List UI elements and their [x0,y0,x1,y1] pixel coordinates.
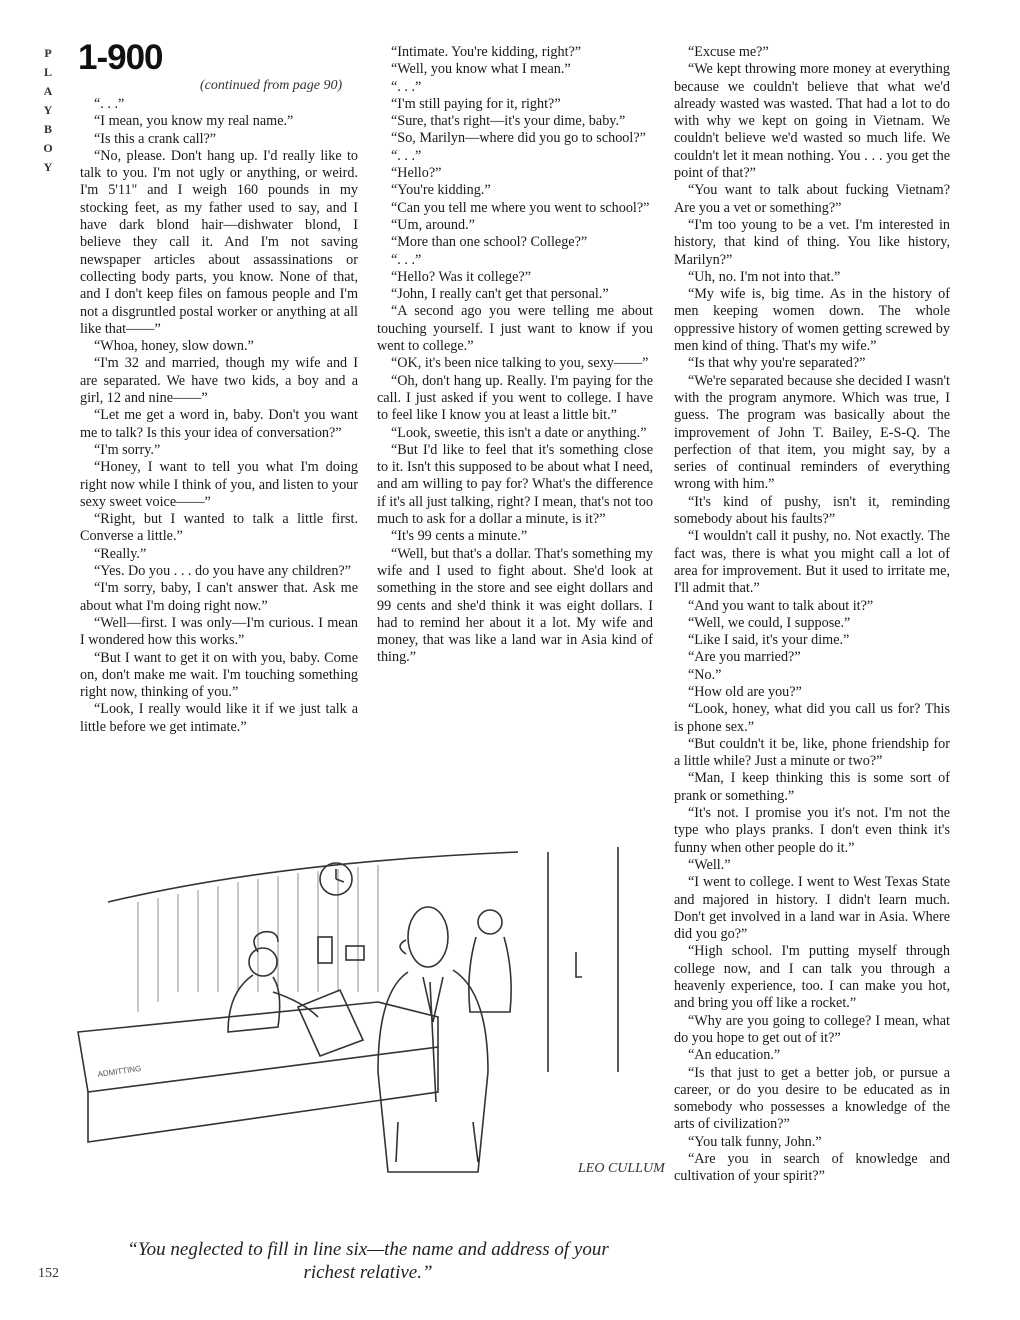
masthead [38,44,58,177]
page-number: 152 [38,1266,59,1281]
paragraph: “Really.” [94,545,147,562]
paragraph: “You talk funny, John.” [688,1133,822,1150]
article-title: 1-900 [78,38,163,77]
masthead-letter: A [43,84,53,98]
paragraph: “Well—first. I was only—I'm curious. I mean I wondered how this works.” [80,614,358,649]
paragraph: “I'm still paying for it, right?” [391,95,561,112]
paragraph: “More than one school? College?” [391,234,588,251]
paragraph: “But I want to get it on with you, baby. Come on, don't make me wait. I'm touching something right now, thinking of you.” [80,649,358,701]
paragraph: “Are you married?” [688,649,801,666]
paragraph: “Like I said, it's your dime.” [688,632,850,649]
paragraph: “Well, you know what I mean.” [391,61,571,78]
paragraph: “My wife is, big time. As in the history of men keeping women down. The whole oppressive history of women getting screwed by men kind of thing. That's my wife.” [674,286,950,355]
paragraph: “No, please. Don't hang up. I'd really like to talk to you. I'm not ugly or anything, or weird. I'm 5'11" and I weigh 160 pounds in my stocking feet, as my father used to say, and I have dark blond hair—dishwater blond, I believe they call it. And I'm not saving newspaper articles about assassinations or collecting body parts, you know. None of that, and I don't keep files on famous people and I'm not a disgruntled postal worker or anything at all like that——” [80,147,358,337]
paragraph: “Uh, no. I'm not into that.” [688,268,841,285]
paragraph: “Hello?” [391,165,442,182]
paragraph: “I'm sorry, baby, I can't answer that. Ask me about what I'm doing right now.” [80,580,358,614]
paragraph: “But couldn't it be, like, phone friendship for a little while? Just a minute or two?” [674,735,950,770]
paragraph: “No.” [688,666,722,683]
paragraph: “Look, sweetie, this isn't a date or anything.” [391,424,647,441]
paragraph: “You want to talk about fucking Vietnam? Are you a vet or something?” [674,182,950,216]
masthead-letter: Y [43,103,53,117]
paragraph: “Hello? Was it college?” [391,268,532,285]
paragraph: “Why are you going to college? I mean, what do you hope to get out of it?” [674,1012,950,1046]
paragraph: “Yes. Do you . . . do you have any children?” [94,563,352,580]
cartoonist-signature: LEO CULLUM [578,1161,665,1176]
paragraph: “Can you tell me where you went to school?” [391,199,650,216]
paragraph: “It's not. I promise you it's not. I'm not the type who plays pranks. I don't even think it's funny when other people do it.” [674,805,950,856]
paragraph: “I went to college. I went to West Texas State and majored in history. I didn't learn much. Don't get involved in a land war in Asia. Where did you go?” [674,874,950,943]
paragraph: “Whoa, honey, slow down.” [94,338,254,355]
paragraph: “A second ago you were telling me about touching yourself. I just want to know if you went to college.” [377,303,653,355]
paragraph: “OK, it's been nice talking to you, sexy——” [391,355,649,372]
paragraph: “Right, but I wanted to talk a little first. Converse a little.” [80,511,358,545]
masthead-letter: O [43,141,53,155]
paragraph: “And you want to talk about it?” [688,597,874,614]
continued-note: (continued from page 90) [200,78,343,93]
paragraph: “Intimate. You're kidding, right?” [391,44,582,60]
masthead-letter: P [44,46,52,60]
paragraph: “Look, I really would like it if we just talk a little before we get intimate.” [80,701,358,735]
paragraph: “It's 99 cents a minute.” [391,528,528,545]
text-column-2 [377,44,653,667]
masthead-letter: Y [43,160,53,174]
paragraph: “Well.” [688,856,731,873]
paragraph: “I'm 32 and married, though my wife and I are separated. We have two kids, a boy and a girl, 12 and nine——” [80,355,358,407]
paragraph: “Well, but that's a dollar. That's something my wife and I used to fight about. She'd look at something in the store and see eight dollars and 99 cents and she'd think it was eight dollars. I had to remind her about it a lot. My wife and money, that was like a land war in Asia kind of thing.” [377,545,653,666]
paragraph: “High school. I'm putting myself through college now, and I can talk you through a heavenly experience, too. I can make you hot, and bring you off like a rocket.” [674,943,950,1012]
paragraph: “Oh, don't hang up. Really. I'm paying for the call. I just asked if you went to college. I have to feel like I know you at least a little bit.” [377,372,653,424]
paragraph: “Are you in search of knowledge and cultivation of your spirit?” [674,1151,950,1185]
paragraph: “Um, around.” [391,216,475,233]
paragraph: “You're kidding.” [391,182,491,199]
paragraph: “. . .” [391,78,422,95]
paragraph: “. . .” [94,96,125,112]
text-column-3 [674,44,950,1186]
paragraph: “Is that why you're separated?” [688,355,866,372]
paragraph: “I'm sorry.” [94,441,161,458]
paragraph: “An education.” [688,1047,781,1064]
masthead-letter: B [43,122,52,136]
paragraph: “Is that just to get a better job, or pursue a career, or do you desire to be educated as in somebody who possesses a knowledge of the arts of civilization?” [674,1064,950,1133]
paragraph: “Is this a crank call?” [94,130,217,147]
paragraph: “Look, honey, what did you call us for? This is phone sex.” [674,701,950,735]
paragraph: “. . .” [391,147,422,164]
paragraph: “So, Marilyn—where did you go to school?” [391,130,646,147]
paragraph: “Excuse me?” [688,44,769,60]
masthead-letter: L [43,65,52,79]
cartoon-caption: “You neglected to fill in line six—the name and address of your richest relative.” [127,1239,609,1283]
paragraph: “Honey, I want to tell you what I'm doing right now while I think of you, and listen to your sexy sweet voice——” [80,459,358,510]
paragraph: “Let me get a word in, baby. Don't you want me to talk? Is this your idea of conversation?” [80,407,358,441]
paragraph: “But I'd like to feel that it's something close to it. Isn't this supposed to be about what I need, and am willing to pay for? What's the difference if it's all just talking, right? I mean, that's not too much to ask for a dollar a minute, is it?” [377,441,653,528]
desk-sign: ADMITTING [97,1063,142,1079]
paragraph: “We kept throwing more money at everything because we couldn't believe that what we'd already wasted was wasted. That had a lot to do with why we kept on going in Vietnam. We couldn't believe we'd wasted so much life. We couldn't let it mean nothing. You . . . you get the point of that?” [674,61,950,182]
paragraph: “Man, I keep thinking this is some sort of prank or something.” [674,770,950,804]
paragraph: “Sure, that's right—it's your dime, baby.” [391,113,626,130]
paragraph: “It's kind of pushy, isn't it, reminding somebody about his faults?” [674,493,950,528]
paragraph: “I wouldn't call it pushy, no. Not exactly. The fact was, there is what you might call a lot of area for improvement. But it used to irritate me, I'll admit that.” [674,528,950,597]
paragraph: “We're separated because she decided I wasn't with the program anymore. Which was true, I guess. The program was basically about the improvement of John T. Bailey, E-S-Q. The perfection of that item, you might say, by a series of continual reminders of everything wrong with him.” [674,372,950,493]
cartoon-illustration [78,842,665,1230]
paragraph: “Well, we could, I suppose.” [688,614,851,631]
paragraph: “John, I really can't get that personal.” [391,286,609,303]
paragraph: “I'm too young to be a vet. I'm interested in history, that kind of thing. You like history, Marilyn?” [674,216,950,268]
paragraph: “. . .” [391,251,422,268]
paragraph: “How old are you?” [688,683,802,700]
text-column-1 [80,96,358,736]
paragraph: “I mean, you know my real name.” [94,113,294,130]
